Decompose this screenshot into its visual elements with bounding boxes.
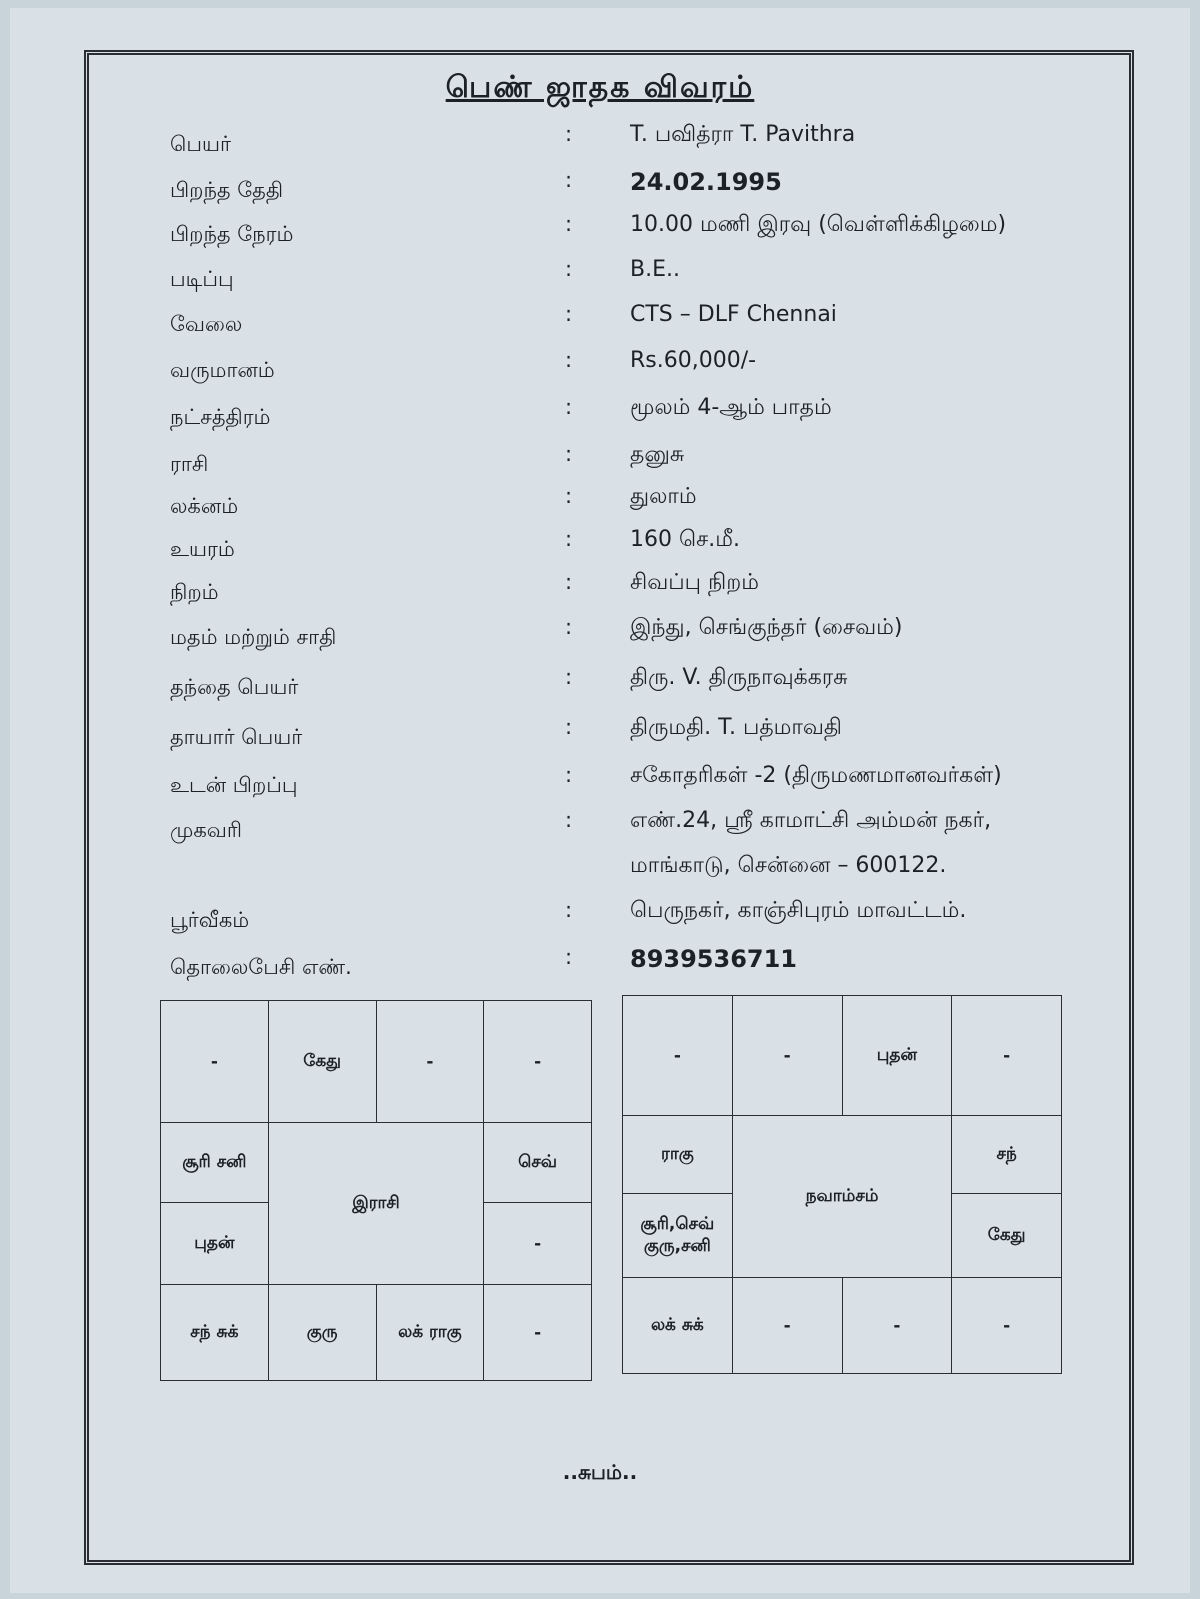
chart-cell: - [732, 1278, 842, 1374]
field-colon: : [565, 395, 573, 419]
field-label: ராசி [170, 452, 209, 476]
field-value: எண்.24, ஸ்ரீ காமாட்சி அம்மன் நகர், [630, 808, 992, 833]
detail-row [170, 898, 1090, 938]
field-value: பெருநகர், காஞ்சிபுரம் மாவட்டம். [630, 898, 967, 923]
chart-cell: - [623, 996, 733, 1116]
field-value: தனுசு [630, 442, 685, 467]
chart-cell: - [484, 1001, 592, 1123]
navamsa-chart [622, 995, 1062, 1374]
detail-row [170, 442, 1090, 482]
field-label: பிறந்த தேதி [170, 178, 284, 202]
chart-cell: - [484, 1203, 592, 1285]
field-colon: : [565, 122, 573, 146]
field-label: வேலை [170, 312, 243, 336]
field-label: மதம் மற்றும் சாதி [170, 625, 337, 649]
field-colon: : [565, 302, 573, 326]
chart-cell: சூரி,செவ் குரு,சனி [623, 1194, 733, 1278]
chart-center-label: இராசி [268, 1123, 484, 1285]
detail-row [170, 570, 1090, 610]
field-label: தந்தை பெயர் [170, 675, 299, 699]
chart-cell: - [952, 1278, 1062, 1374]
chart-cell: புதன் [161, 1203, 269, 1285]
detail-row [170, 527, 1090, 567]
field-value: 24.02.1995 [630, 168, 782, 196]
field-value: CTS – DLF Chennai [630, 302, 837, 327]
field-label: தாயார் பெயர் [170, 725, 303, 749]
detail-row [170, 212, 1090, 252]
detail-row [170, 763, 1090, 803]
field-value: துலாம் [630, 484, 697, 509]
rasi-chart [160, 1000, 592, 1381]
detail-row [170, 257, 1090, 297]
chart-cell: கேது [952, 1194, 1062, 1278]
chart-cell: - [484, 1285, 592, 1381]
detail-row [170, 348, 1090, 388]
chart-cell: - [732, 996, 842, 1116]
field-label: நட்சத்திரம் [170, 405, 271, 429]
field-colon: : [565, 348, 573, 372]
field-label: முகவரி [170, 818, 242, 842]
field-value: Rs.60,000/- [630, 348, 757, 373]
field-label: நிறம் [170, 580, 219, 604]
field-colon: : [565, 570, 573, 594]
chart-cell: - [952, 996, 1062, 1116]
chart-cell: லக் சுக் [623, 1278, 733, 1374]
field-value: T. பவித்ரா T. Pavithra [630, 122, 856, 147]
detail-row [170, 484, 1090, 524]
field-label: உடன் பிறப்பு [170, 773, 298, 797]
field-colon: : [565, 715, 573, 739]
chart-center-label: நவாம்சம் [732, 1116, 952, 1278]
detail-row [170, 302, 1090, 342]
field-value: 160 செ.மீ. [630, 527, 741, 552]
chart-cell: லக் ராகு [376, 1285, 484, 1381]
chart-cell: - [161, 1001, 269, 1123]
field-value: திரு. V. திருநாவுக்கரசு [630, 665, 848, 690]
field-colon: : [565, 945, 573, 969]
field-colon: : [565, 615, 573, 639]
chart-cell: புதன் [842, 996, 952, 1116]
field-colon: : [565, 168, 573, 192]
field-label: தொலைபேசி எண். [170, 955, 352, 979]
field-value: சிவப்பு நிறம் [630, 570, 759, 595]
chart-cell: கேது [268, 1001, 376, 1123]
chart-cell: - [842, 1278, 952, 1374]
field-value-line2: மாங்காடு, சென்னை – 600122. [630, 853, 947, 878]
field-value: சகோதரிகள் -2 (திருமணமானவர்கள்) [630, 763, 1002, 788]
footer-text: ..சுபம்.. [562, 1460, 638, 1484]
field-colon: : [565, 763, 573, 787]
field-colon: : [565, 665, 573, 689]
field-label: பிறந்த நேரம் [170, 222, 294, 246]
detail-row [170, 808, 1090, 878]
field-colon: : [565, 808, 573, 832]
field-value: 8939536711 [630, 945, 797, 973]
field-label: பூர்வீகம் [170, 908, 250, 932]
detail-row [170, 168, 1090, 208]
field-value: B.E.. [630, 257, 680, 282]
field-label: பெயர் [170, 132, 231, 156]
field-label: படிப்பு [170, 267, 234, 291]
field-label: லக்னம் [170, 494, 239, 518]
chart-cell: - [376, 1001, 484, 1123]
chart-cell: சந் [952, 1116, 1062, 1194]
field-label: வருமானம் [170, 358, 275, 382]
detail-row [170, 945, 1090, 985]
field-colon: : [565, 257, 573, 281]
detail-row [170, 715, 1090, 755]
chart-cell: ராகு [623, 1116, 733, 1194]
field-colon: : [565, 484, 573, 508]
detail-row [170, 122, 1090, 162]
field-colon: : [565, 442, 573, 466]
detail-row [170, 615, 1090, 655]
chart-cell: குரு [268, 1285, 376, 1381]
field-value: மூலம் 4-ஆம் பாதம் [630, 395, 832, 420]
chart-cell: செவ் [484, 1123, 592, 1203]
field-label: உயரம் [170, 537, 235, 561]
chart-cell: சூரி சனி [161, 1123, 269, 1203]
field-value: 10.00 மணி இரவு (வெள்ளிக்கிழமை) [630, 212, 1007, 237]
detail-row [170, 665, 1090, 705]
field-value: இந்து, செங்குந்தர் (சைவம்) [630, 615, 903, 640]
field-colon: : [565, 527, 573, 551]
detail-row [170, 395, 1090, 435]
chart-cell: சந் சுக் [161, 1285, 269, 1381]
document-title: பெண் ஜாதக விவரம் [445, 70, 755, 105]
field-colon: : [565, 898, 573, 922]
field-colon: : [565, 212, 573, 236]
field-value: திருமதி. T. பத்மாவதி [630, 715, 842, 740]
